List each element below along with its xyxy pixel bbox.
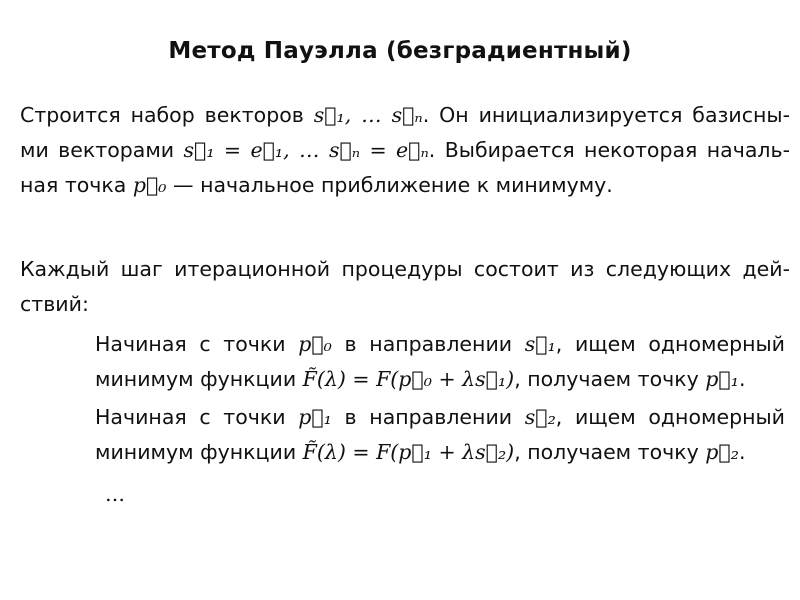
intro-line-1 — [20, 98, 790, 133]
direction-formula: s⃗₂ — [524, 405, 556, 429]
vectors-formula: s⃗₁, … s⃗ₙ — [313, 103, 423, 127]
intro-paragraph — [20, 98, 790, 203]
page-title: Метод Пауэлла (безградиентный) — [168, 38, 632, 64]
step-2 — [95, 400, 785, 470]
procedure-paragraph — [20, 252, 790, 322]
intro-text: . Выбирается некоторая началь- — [428, 138, 790, 162]
procedure-line-1: Каждый шаг итерационной процедуры состоит из следующих дей- — [20, 257, 790, 281]
step-text: Начиная с точки — [95, 332, 299, 356]
step-text: в направлении — [331, 405, 525, 429]
step-1 — [95, 327, 785, 397]
step-text: , получаем точку — [514, 367, 706, 391]
procedure-line-2: ствий: — [20, 292, 89, 316]
step-text: , получаем точку — [514, 440, 706, 464]
step-text: . — [738, 440, 746, 464]
intro-line-3 — [20, 168, 790, 203]
basis-formula: s⃗₁ = e⃗₁, … s⃗ₙ = e⃗ₙ — [183, 138, 429, 162]
step-line-2 — [95, 435, 785, 470]
step-line-1 — [95, 400, 785, 435]
intro-text: . Он инициализируется базисны- — [422, 103, 790, 127]
function-formula: F̃(λ) = F(p⃗₀ + λs⃗₁) — [302, 367, 515, 391]
direction-formula: s⃗₁ — [524, 332, 556, 356]
result-point-formula: p⃗₂ — [705, 440, 739, 464]
point-formula: p⃗₀ — [298, 332, 332, 356]
step-text: в направлении — [331, 332, 525, 356]
intro-text: Строится набор векторов — [20, 103, 314, 127]
step-text: . — [738, 367, 746, 391]
step-text: минимум функции — [95, 367, 303, 391]
intro-text: ная точка — [20, 173, 133, 197]
step-text: минимум функции — [95, 440, 303, 464]
step-line-2 — [95, 362, 785, 397]
step-text: , ищем одномерный — [555, 332, 785, 356]
point-formula: p⃗₁ — [298, 405, 332, 429]
function-formula: F̃(λ) = F(p⃗₁ + λs⃗₂) — [302, 440, 515, 464]
result-point-formula: p⃗₁ — [705, 367, 739, 391]
step-text: Начиная с точки — [95, 405, 299, 429]
intro-line-2 — [20, 133, 790, 168]
continuation-ellipsis: … — [105, 482, 129, 506]
intro-text: — начальное приближение к минимуму. — [166, 173, 613, 197]
step-line-1 — [95, 327, 785, 362]
step-text: , ищем одномерный — [555, 405, 785, 429]
intro-text: ми векторами — [20, 138, 184, 162]
start-point-formula: p⃗₀ — [132, 173, 167, 197]
